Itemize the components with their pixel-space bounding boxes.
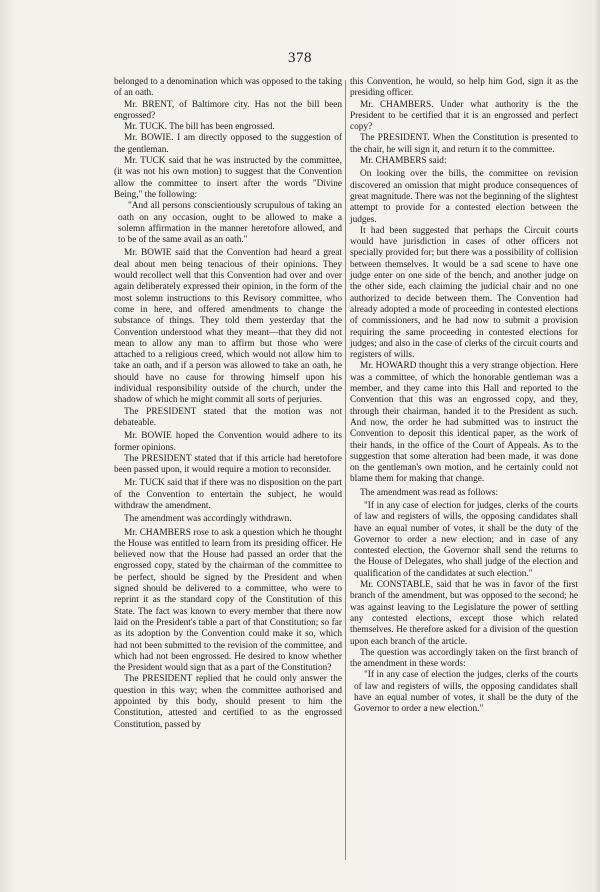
paragraph: The PRESIDENT. When the Constitution is presented to the chair, he will sign it, and return it to the committee. <box>350 133 578 155</box>
paragraph: Mr. CONSTABLE, said that he was in favor of the first branch of the amendment, but was opposed to the second; he was against leaving to the Legislature the power of settling any contested elections, except those which related themselves. He therefore asked for a division of the question upon each branch of the article. <box>350 580 578 647</box>
page-number: 378 <box>288 50 312 66</box>
paragraph: Mr. CHAMBERS. Under what authority is the the President to be certified that it is an engrossed and perfect copy? <box>350 99 578 133</box>
paragraph: Mr. BOWIE hoped the Convention would adhere to its former opinions. <box>114 431 342 453</box>
paragraph: On looking over the bills, the committee on revision discovered an omission that might produce consequences of great magnitude. There was not the beginning of the slightest attempt to provide for a contested election between the judges. <box>350 169 578 225</box>
paragraph: this Convention, he would, so help him God, sign it as the presiding officer. <box>350 77 578 99</box>
page-edge-shadow <box>594 0 600 892</box>
paragraph: Mr. BRENT, of Baltimore city. Has not the bill been engrossed? <box>114 99 342 121</box>
paragraph: It had been suggested that perhaps the Circuit courts would have jurisdiction in cases of other officers not specially provided for; but there was a possibility of collision between themselves. It would be a sad scene to have one judge enter on one side of the bench, and another judge on the other side, each claiming the judicial chair and no one authorized to decide between them. The Convention had already adopted a mode of proceeding in contested elections of commissioners, and he had now to submit a provision requiring the same proceeding in contested elections for judges; and also in the case of clerks of the circuit courts and registers of wills. <box>350 225 578 361</box>
paragraph: Mr. TUCK said that if there was no disposition on the part of the Convention to entertain the subject, he would withdraw the amendment. <box>114 478 342 511</box>
paragraph: The amendment was read as follows: <box>360 487 499 498</box>
column-divider <box>345 80 346 860</box>
quoted-amendment: "If in any case of election for judges, clerks of the courts of law and registers of wills, the opposing candidates shall have an equal number of votes, it shall be the duty of the Governor to order a new election; and in case of any contested election, the Governor shall send the returns to the House of Delegates, who shall judge of the election and qualification of the candidates at such election." <box>354 500 578 579</box>
left-column <box>114 77 342 731</box>
paragraph: The PRESIDENT stated that if this article had heretofore been passed upon, it would require a motion to reconsider. <box>114 453 342 476</box>
paragraph: The amendment was accordingly withdrawn. <box>124 514 292 525</box>
right-column <box>350 77 578 716</box>
quoted-amendment: "If in any case of election the judges, clerks of the courts of law and registers of wills, the opposing candidates shall have an equal number of votes, it shall be the duty of the Governor to order a new election." <box>354 670 578 715</box>
paragraph: Mr. TUCK said that he was instructed by the committee, (it was not his own motion) to suggest that the Convention allow the committee to insert after the words "Divine Being," the following: <box>114 156 342 200</box>
paragraph: belonged to a denomination which was opposed to the taking of an oath. <box>114 77 342 99</box>
paragraph: Mr. HOWARD thought this a very strange objection. Here was a committee, of which the honorable gentleman was a member, and they came into this Hall and reported to the Convention that this was an engrossed copy, and they, through their chairman, handed it to the President as such. And now, the order he had submitted was to instruct the Convention to deposit this identical paper, as the work of their hands, in the office of the Court of Appeals. As to the suggestion that some alteration had been made, it was done on the gentleman's own motion, and he certainly could not blame them for making that change. <box>350 361 578 485</box>
quoted-amendment: "And all persons conscientiously scrupulous of taking an oath on any occasion, ought to be allowed to make a solemn affirmation in the manner heretofore allowed, and to be of the same avail as an oath." <box>118 201 342 246</box>
paragraph: The PRESIDENT replied that he could only answer the question in this way; when the committee authorised and appointed by this body, should present to him the Constitution, attested and certified to as the engrossed Constitution, passed by <box>114 674 342 730</box>
paragraph: Mr. BOWIE. I am directly opposed to the suggestion of the gentleman. <box>114 133 342 155</box>
paragraph: Mr. CHAMBERS said: <box>360 156 447 167</box>
paragraph: Mr. TUCK. The bill has been engrossed. <box>124 122 275 133</box>
paragraph: The PRESIDENT stated that the motion was not debateable. <box>114 406 342 428</box>
paragraph: Mr. CHAMBERS rose to ask a question which he thought the House was entitled to learn from its presiding officer. He believed now that the House had passed an order that the engrossed copy, stated by the chairman of the committee to be perfect, should be signed by the President and when signed should be delivered to a committee, who were to reprint it as the standard copy of the Constitution of this State. The fact was known to every member that there now laid on the President's table a part of that Constitution; so far as its adoption by the Convention could make it so, which had not been submitted to the revision of the committee, and which had not been engrossed. He desired to know whether the President would sign that as a part of the Constitution? <box>114 527 342 674</box>
paragraph: The question was accordingly taken on the first branch of the amendment in these words: <box>350 647 578 670</box>
paragraph: Mr. BOWIE said that the Convention had heard a great deal about men being tenacious of their opinions. They would recollect well that this Convention had over and over again deliberately expressed their opinion, in the form of the most solemn instructions to this Revisory committee, who come in here, and offered amendments to change the substance of things. They told them yesterday that the Convention understood what they meant—that they did not mean to allow any man to affirm but those who were attached to a religious creed, which would not allow him to take an oath, and if a person was allowed to take an oath, he should have no cause for throwing himself upon his individual responsibility outside of the church, under the shadow of which he might commit all sorts of perjuries. <box>114 248 342 406</box>
